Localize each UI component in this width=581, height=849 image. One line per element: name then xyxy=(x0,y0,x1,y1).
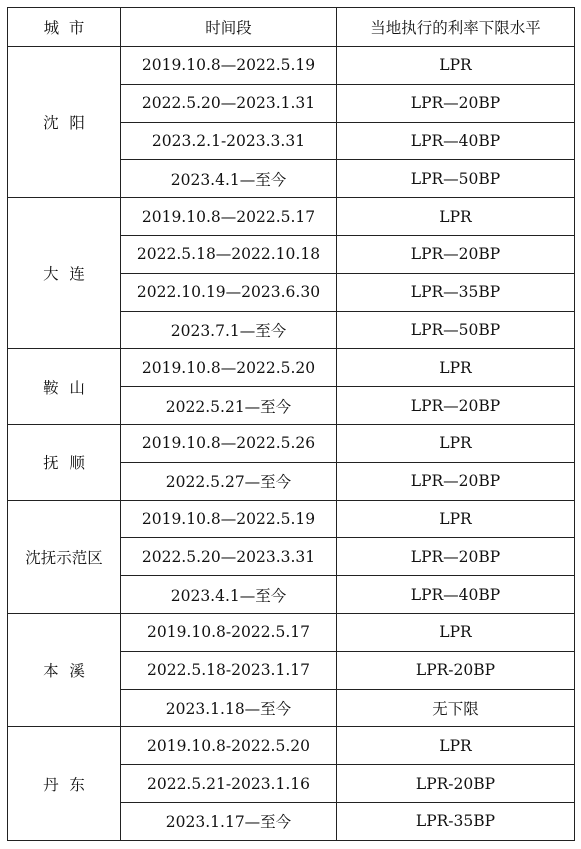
period-cell: 2019.10.8—2022.5.19 xyxy=(121,500,337,538)
city-cell: 抚顺 xyxy=(8,424,121,500)
rate-cell: LPR xyxy=(337,500,575,538)
rate-cell: LPR xyxy=(337,198,575,236)
period-cell: 2022.5.27—至今 xyxy=(121,462,337,500)
rate-cell: LPR—50BP xyxy=(337,160,575,198)
period-cell: 2019.10.8—2022.5.20 xyxy=(121,349,337,387)
rate-cell: LPR—20BP xyxy=(337,387,575,425)
table-row xyxy=(8,500,575,538)
period-cell: 2019.10.8—2022.5.19 xyxy=(121,47,337,85)
period-cell: 2023.1.17—至今 xyxy=(121,802,337,840)
rate-cell: LPR-20BP xyxy=(337,765,575,803)
period-cell: 2023.4.1—至今 xyxy=(121,160,337,198)
rate-cell: LPR xyxy=(337,727,575,765)
rate-cell: LPR-20BP xyxy=(337,651,575,689)
period-cell: 2023.1.18—至今 xyxy=(121,689,337,727)
period-cell: 2022.5.20—2023.1.31 xyxy=(121,84,337,122)
period-cell: 2022.10.19—2023.6.30 xyxy=(121,273,337,311)
table-row xyxy=(8,613,575,651)
table-row xyxy=(8,47,575,85)
rate-cell: LPR xyxy=(337,349,575,387)
rate-cell: LPR—40BP xyxy=(337,576,575,614)
table-row xyxy=(8,727,575,765)
rate-cell: LPR—40BP xyxy=(337,122,575,160)
rate-cell: LPR—50BP xyxy=(337,311,575,349)
period-cell: 2023.4.1—至今 xyxy=(121,576,337,614)
rate-cell: LPR xyxy=(337,424,575,462)
rate-cell: LPR xyxy=(337,47,575,85)
rate-floor-table xyxy=(7,7,575,841)
header-rate: 当地执行的利率下限水平 xyxy=(337,8,575,47)
period-cell: 2019.10.8—2022.5.17 xyxy=(121,198,337,236)
rate-cell: LPR—20BP xyxy=(337,84,575,122)
period-cell: 2022.5.18—2022.10.18 xyxy=(121,235,337,273)
rate-cell: LPR—20BP xyxy=(337,235,575,273)
period-cell: 2022.5.18-2023.1.17 xyxy=(121,651,337,689)
header-period: 时间段 xyxy=(121,8,337,47)
table-body xyxy=(8,47,575,841)
rate-cell: LPR—20BP xyxy=(337,462,575,500)
period-cell: 2019.10.8-2022.5.17 xyxy=(121,613,337,651)
table-row xyxy=(8,349,575,387)
header-row xyxy=(8,8,575,47)
city-cell: 沈阳 xyxy=(8,47,121,198)
table-row xyxy=(8,424,575,462)
period-cell: 2022.5.20—2023.3.31 xyxy=(121,538,337,576)
city-cell: 沈抚示范区 xyxy=(8,500,121,613)
period-cell: 2023.7.1—至今 xyxy=(121,311,337,349)
rate-cell: LPR xyxy=(337,613,575,651)
rate-cell: LPR—20BP xyxy=(337,538,575,576)
city-cell: 大连 xyxy=(8,198,121,349)
period-cell: 2022.5.21—至今 xyxy=(121,387,337,425)
city-cell: 本溪 xyxy=(8,613,121,726)
period-cell: 2019.10.8-2022.5.20 xyxy=(121,727,337,765)
period-cell: 2019.10.8—2022.5.26 xyxy=(121,424,337,462)
rate-cell: 无下限 xyxy=(337,689,575,727)
header-city: 城 市 xyxy=(8,8,121,47)
rate-cell: LPR—35BP xyxy=(337,273,575,311)
rate-cell: LPR-35BP xyxy=(337,802,575,840)
city-cell: 丹东 xyxy=(8,727,121,840)
period-cell: 2022.5.21-2023.1.16 xyxy=(121,765,337,803)
city-cell: 鞍山 xyxy=(8,349,121,425)
period-cell: 2023.2.1-2023.3.31 xyxy=(121,122,337,160)
table-row xyxy=(8,198,575,236)
